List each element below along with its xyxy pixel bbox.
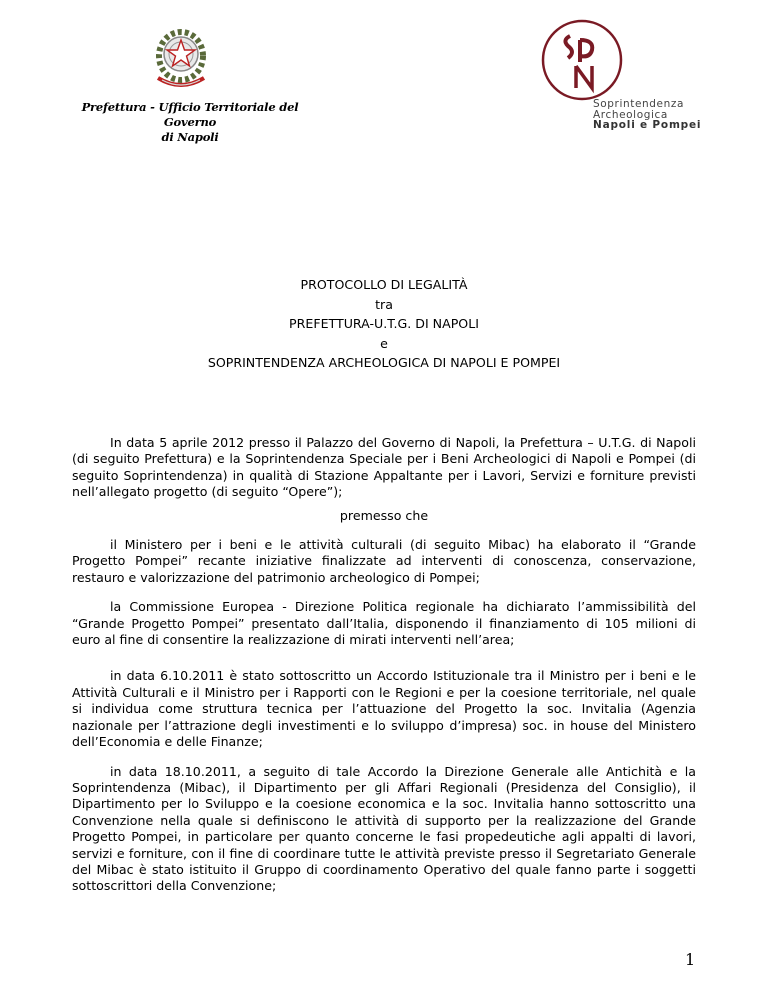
soprintendenza-line3: Napoli e Pompei [593, 119, 702, 131]
soprintendenza-name [593, 99, 701, 131]
premesso-heading: premesso che [339, 507, 429, 523]
prefettura-line2: di Napoli [161, 130, 219, 144]
document-title [0, 275, 768, 373]
intro-paragraph: In data 5 aprile 2012 presso il Palazzo del Governo di Napoli, la Prefettura – U.T.G. di Napoli (di seguito Prefettura) e la Soprintendenza Speciale per i Beni Archeologici di Napoli e Pompei (di seguito Soprintendenza) in qualità di Stazione Appaltante per i Lavori, Servizi e forniture previsti nell’allegato progetto (di seguito “Opere”); [72, 435, 696, 500]
prefettura-line1: Prefettura - Ufficio Territoriale del Governo [81, 100, 299, 129]
title-line3: PREFETTURA-U.T.G. DI NAPOLI [289, 316, 479, 331]
italian-republic-emblem-icon [144, 20, 218, 98]
prefettura-name [70, 100, 310, 145]
title-line1: PROTOCOLLO DI LEGALITÀ [300, 277, 468, 292]
soprintendenza-logo-icon [540, 18, 624, 102]
title-line5: SOPRINTENDENZA ARCHEOLOGICA DI NAPOLI E POMPEI [207, 355, 561, 370]
paragraph-4: in data 18.10.2011, a seguito di tale Accordo la Direzione Generale alle Antichità e la Soprintendenza (Mibac), il Dipartimento per gli Affari Regionali (Presidenza del Consiglio), il Dipartimento per lo Sviluppo e la coesione economica e la soc. Invitalia hanno sottoscritto una Convenzione nella quale si definiscono le attività di supporto per la realizzazione del Grande Progetto Pompei, in particolare per quanto concerne le fasi propedeutiche agli appalti di lavori, servizi e forniture, con il fine di coordinare tutte le attività previste presso il Segretariato Generale del Mibac è stato istituito il Gruppo di coordinamento Operativo del quale fanno parte i soggetti sottoscrittori della Convenzione; [72, 763, 696, 894]
document-body [72, 435, 696, 895]
soprintendenza-line1: Soprintendenza [593, 98, 685, 110]
paragraph-2: la Commissione Europea - Direzione Politica regionale ha dichiarato l’ammissibilità del “Grande Progetto Pompei” presentato dall’Italia, disponendo il finanziamento di 105 milioni di euro al fine di consentire la realizzazione di mirati interventi nell’area; [72, 599, 696, 648]
title-line2: tra [375, 296, 393, 312]
title-line4: e [380, 335, 388, 351]
paragraph-1: il Ministero per i beni e le attività culturali (di seguito Mibac) ha elaborato il “Grande Progetto Pompei” recante iniziative finalizzate ad interventi di conoscenza, conservazione, restauro e valorizzazione del patrimonio archeologico di Pompei; [72, 537, 696, 585]
soprintendenza-line2: Archeologica [593, 108, 668, 121]
paragraph-3: in data 6.10.2011 è stato sottoscritto un Accordo Istituzionale tra il Ministro per i beni e le Attività Culturali e il Ministro per i Rapporti con le Regioni e per la coesione territoriale, nel quale si individua come struttura tecnica per l’attuazione del Progetto la soc. Invitalia (Agenzia nazionale per l’attrazione degli investimenti e lo sviluppo d’impresa) soc. in house del Ministero dell’Economia e delle Finanze; [72, 668, 696, 750]
page-number: 1 [685, 950, 696, 969]
